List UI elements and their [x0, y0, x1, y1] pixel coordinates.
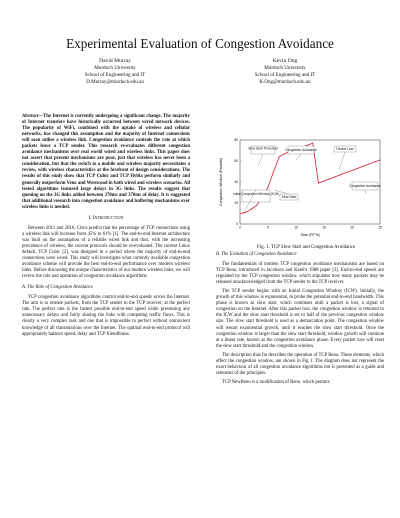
abstract — [22, 114, 190, 211]
annotations — [233, 146, 381, 214]
intro-heading: I. Introduction — [88, 215, 124, 221]
cong-avoid-right-label: Congestion Avoidance — [349, 184, 381, 188]
figure-1-chart — [216, 132, 386, 242]
author-affiliation: Murdoch University — [94, 65, 136, 71]
subsection-a-heading: A. The Role of Congestion Avoidance — [22, 285, 93, 291]
cwnd-point — [346, 172, 347, 173]
cwnd-point — [307, 145, 308, 146]
author-name: Kevin Ong — [272, 58, 298, 64]
cwnd-point — [284, 153, 285, 154]
y-tick-label: 40 — [234, 180, 238, 185]
cong-avoid-top-label: Congestion Avoidance — [285, 148, 317, 152]
cwnd-point — [329, 178, 330, 179]
x-tick-label: 20 — [350, 225, 354, 230]
x-axis-label: Time (RTTs) — [300, 233, 320, 237]
x-tick-label: 5 — [267, 225, 269, 230]
right-paragraph-3: The description thus far describes the operation of TCP Reno. These elements, which effect the congestion window, are shown in Fig 1. The diagram does not represent the exact behaviour of all congestion avoidance algorithms but is presented as a guide and reminder of the principles. — [216, 352, 384, 376]
x-tick-label: 15 — [322, 225, 326, 230]
subsection-b-heading: B. The Evolution of Congestion Avoidance — [216, 252, 297, 257]
intro-paragraph: Between 2011 and 2016, Cisco predict that the percentage of TCP connections using a wireless link will increase from 45% to 61% [1]. The end-to-end Internet architecture was built on the assumption of a reliable wired link and thus, with the increasing prevalence of wireless, the current protocols should be re-evaluated. The current Linux default, TCP Cubic [2], was designed in a period where the majority of end-to-end connections were wired. This study will investigate what currently available congestion avoidance scheme will provide the best end-to-end performance over modern wireless links. Before discussing the unique characteristics of our modern wireless links, we will review the role and operation of congestion avoidance algorithms. — [22, 225, 190, 280]
cwnd-point — [340, 174, 341, 175]
cwnd-point — [245, 212, 246, 213]
cwnd-point — [374, 162, 375, 163]
abstract-label: Abstract — [22, 114, 39, 119]
y-tick-label: 80 — [234, 138, 238, 143]
right-paragraph-4: TCP NewReno is a modification of Reno, which permits — [222, 379, 330, 385]
x-tick-label: 25 — [378, 225, 382, 230]
author-school: School of Engineering and IT — [254, 72, 316, 78]
cwnd-point — [379, 159, 380, 160]
cwnd-point — [351, 170, 352, 171]
author-email: K.Ong@murdoch.edu.au — [259, 79, 311, 85]
subsection-a-paragraph: TCP congestion avoidance algorithms control end-to-end speeds across the Internet. The aim is to release packets, from the TCP sender to the TCP receiver, at the perfect rate. The perfect rate is the fastest possible end-to-end speed while preventing any unnecessary delays and fairly sharing the links with competing traffic flows. This is clearly a very complex task and one that is impossible to perfect without omniscient knowledge of all transmissions over the Internet. The optimal end-to-end protocol will appropriately balance speed, delay and TCP friendliness. — [22, 295, 190, 337]
x-tick-label: 10 — [294, 225, 298, 230]
right-paragraph-1: The fundamentals of modern TCP congestion avoidance mechanisms are based on TCP Reno, introduced in Jacobson and Karel's 1988 paper [3]. End-to-end speeds are regulated by the TCP congestion window, which stipulates how many packets may be released unacknowledged from the TCP sender to the TCP receiver. — [216, 262, 384, 286]
author-email: D.Murray@murdoch.edu.au — [86, 79, 144, 85]
y-tick-label: 0 — [236, 222, 238, 227]
packet-loss-label: Packet Loss — [336, 147, 354, 152]
annotation-leader-lines — [243, 152, 366, 214]
x-tick-label: 0 — [239, 225, 241, 230]
cwnd-point — [251, 209, 252, 210]
y-ticks — [234, 138, 241, 226]
abstract-text: —The Internet is currently undergoing a significant change. The majority of Internet transfers have historically occurred between wired network devices. The popularity of WiFi, combined with the uptake of wireless and cellular networks, has changed this assumption and the majority of Internet connections will soon utilise a wireless link. Congestion avoidance controls the rate at which packets leave a TCP sender. This research re-evaluates different congestion avoidance mechanisms over real world wired and wireless links. This paper does not assert that present mechanisms are poor, just that wireless has never been a consideration, but that the switch to a mobile and wireless majority necessitates a review, with wireless characteristics at the forefront of design considerations. The results of this study show that TCP Cubic and TCP Hybla perform similarly and generally outperform Veno and Westwood in both wired and wireless scenarios. All tested algorithms featured large delays in 3G links. The results suggest that queuing on the 3G links added between 370ms and 370ms of delay. It is suggested that additional research into congestion avoidance and buffering mechanisms over wireless links is needed. — [22, 114, 190, 210]
cwnd-point — [256, 205, 257, 206]
cwnd-point — [323, 180, 324, 181]
x-ticks — [239, 226, 382, 230]
icw-label: Initial Congestion Window (ICW) — [233, 192, 279, 196]
author-affiliation: Murdoch University — [264, 65, 306, 71]
cwnd-point — [318, 183, 319, 184]
figure-caption: Fig. 1: TCP Slow Start and Congestion Avoidance — [257, 245, 355, 250]
cwnd-point — [368, 164, 369, 165]
cwnd-point — [312, 143, 313, 144]
author-school: School of Engineering and IT — [84, 72, 146, 78]
author-name: David Murray — [99, 58, 131, 64]
cwnd-point — [267, 187, 268, 188]
slow-start-label: Slow Start — [281, 195, 297, 199]
cwnd-point — [239, 213, 240, 214]
y-tick-label: 20 — [234, 201, 238, 206]
author-block-2 — [210, 58, 360, 86]
y-tick-label: 60 — [234, 159, 238, 164]
ss-threshold-label: Slow Start Threshold — [248, 146, 278, 151]
cwnd-point — [357, 168, 358, 169]
cwnd-point — [335, 176, 336, 177]
y-axis-label: Congestion Window (Packets) — [219, 157, 223, 207]
right-paragraph-2: The TCP sender begins with an Initial Congestion Window (ICW). Initially, the growth of this window is exponential, to probe the potential end-to-end bandwidth. This phase is known as slow start, which continues until a packet is lost, a signal of congestion on the Internet. After this packet loss, the congestion window is returned to the ICW and the slow start threshold is set to half of the previous congestion window size. The slow start threshold is used as a demarcation point. The congestion window will restart exponential growth, until it reaches the slow start threshold. Once the congestion window is larger than the slow start threshold, window growth will continue at a linear rate, known as the congestion avoidance phase. Every packet loss will reset the slow start threshold and the congestion window. — [216, 289, 384, 349]
left-column — [22, 114, 190, 338]
right-column — [216, 252, 384, 386]
cwnd-point — [363, 166, 364, 167]
cwnd-point — [273, 171, 274, 172]
cwnd-point — [279, 156, 280, 157]
paper-title: Experimental Evaluation of Congestion Avoidance — [66, 36, 334, 51]
author-block-1 — [40, 58, 190, 86]
